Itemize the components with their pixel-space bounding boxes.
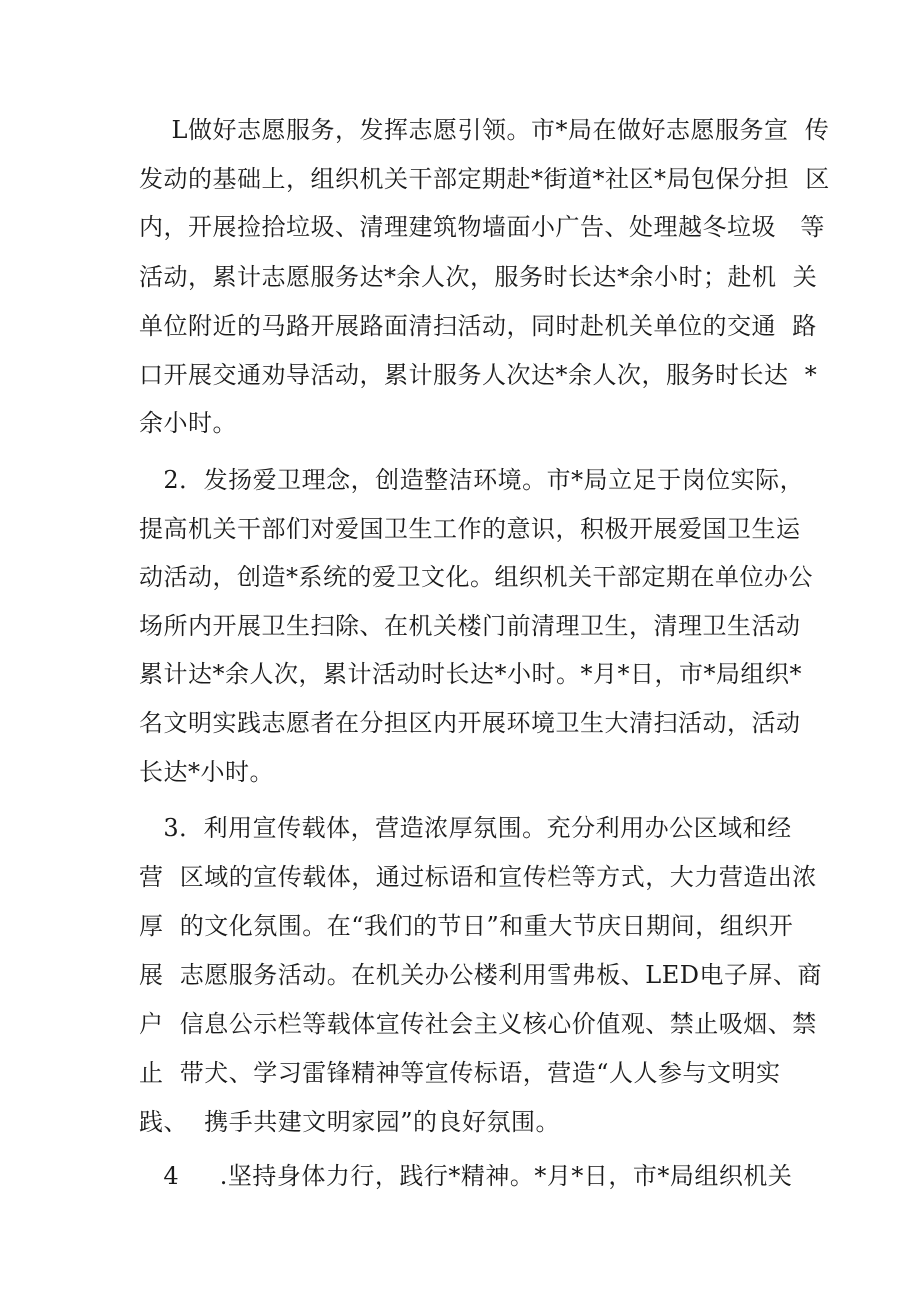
text-line: 2．发扬爱卫理念，创造整洁环境。市*局立足于岗位实际， bbox=[139, 466, 805, 494]
text-line: 口开展交通劝导活动，累计服务人次达*余人次，服务时长达 * bbox=[139, 361, 818, 389]
text-line: 4 .坚持身体力行，践行*精神。*月*日，市*局组织机关 bbox=[139, 1162, 793, 1190]
text-line: 单位附近的马路开展路面清扫活动，同时赴机关单位的交通 路 bbox=[139, 312, 817, 340]
text-line: L做好志愿服务，发挥志愿引领。市*局在做好志愿服务宣 传 bbox=[139, 116, 830, 144]
text-line: 营 区域的宣传载体，通过标语和宣传栏等方式，大力营造出浓 bbox=[139, 863, 817, 891]
text-line: 累计达*余人次，累计活动时长达*小时。*月*日，市*局组织* bbox=[139, 660, 802, 688]
text-line: 内，开展捡拾垃圾、清理建筑物墙面小广告、处理越冬垃圾 等 bbox=[139, 213, 825, 241]
text-line: 活动，累计志愿服务达*余人次，服务时长达*余小时；赴机 关 bbox=[139, 263, 818, 291]
text-line: 场所内开展卫生扫除、在机关楼门前清理卫生，清理卫生活动 bbox=[139, 612, 801, 640]
text-line: 止 带犬、学习雷锋精神等宣传标语，营造“人人参与文明实 bbox=[139, 1059, 781, 1087]
text-line: 厚 的文化氛围。在“我们的节日”和重大节庆日期间，组织开 bbox=[139, 912, 794, 940]
text-line: 动活动，创造*系统的爱卫文化。组织机关干部定期在单位办公 bbox=[139, 563, 813, 591]
text-line: 余小时。 bbox=[139, 409, 237, 437]
text-line: 名文明实践志愿者在分担区内开展环境卫生大清扫活动，活动 bbox=[139, 709, 801, 737]
text-line: 户 信息公示栏等载体宣传社会主义核心价值观、禁止吸烟、禁 bbox=[139, 1010, 817, 1038]
text-line: 3．利用宣传载体，营造浓厚氛围。充分利用办公区域和经 bbox=[139, 814, 792, 842]
text-line: 长达*小时。 bbox=[139, 758, 274, 786]
text-line: 展 志愿服务活动。在机关办公楼利用雪弗板、LED电子屏、商 bbox=[139, 961, 822, 989]
text-line: 践、 携手共建文明家园”的良好氛围。 bbox=[139, 1108, 561, 1136]
text-line: 提高机关干部们对爱国卫生工作的意识，积极开展爱国卫生运 bbox=[139, 515, 801, 543]
text-line: 发动的基础上，组织机关干部定期赴*街道*社区*局包保分担 区 bbox=[139, 165, 830, 193]
